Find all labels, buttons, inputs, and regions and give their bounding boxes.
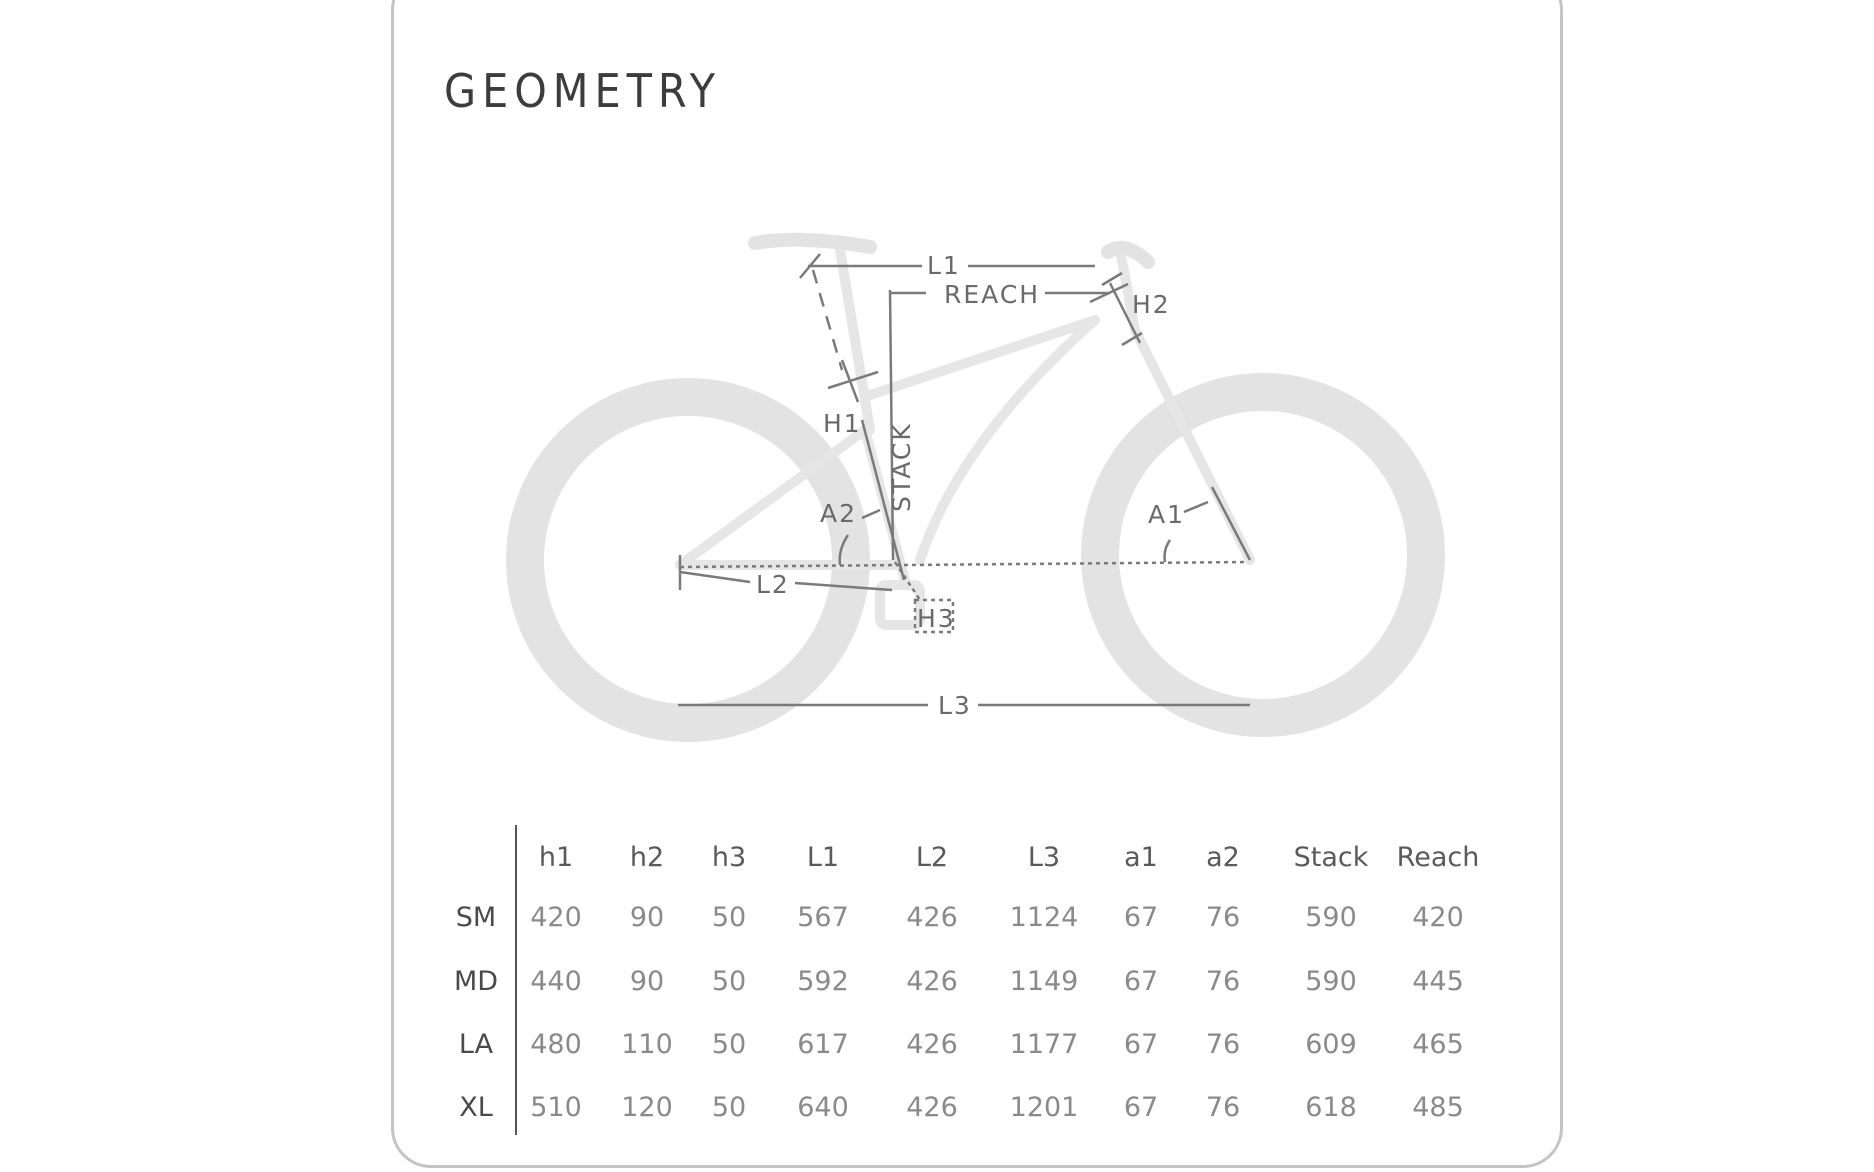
table-cell: 1124 [1009, 902, 1079, 933]
table-cell: 510 [530, 1092, 582, 1123]
table-cell: 76 [1205, 1092, 1241, 1123]
table-cell: 590 [1305, 966, 1357, 997]
table-column-header: Reach [1396, 842, 1480, 873]
table-column-header: L1 [806, 842, 840, 873]
table-cell: 50 [711, 902, 747, 933]
table-cell: 50 [711, 1092, 747, 1123]
table-cell: 67 [1123, 966, 1159, 997]
table-cell: 76 [1205, 966, 1241, 997]
label-reach: REACH [944, 280, 1041, 309]
label-a1: A1 [1148, 500, 1186, 529]
table-cell: 480 [530, 1029, 582, 1060]
table-cell: 90 [629, 966, 665, 997]
table-row-label: XL [459, 1092, 493, 1123]
table-cell: 1149 [1009, 966, 1079, 997]
table-cell: 1177 [1009, 1029, 1079, 1060]
table-cell: 76 [1205, 1029, 1241, 1060]
table-cell: 50 [711, 1029, 747, 1060]
label-a2: A2 [820, 499, 858, 528]
handlebar [1108, 248, 1148, 262]
table-column-header: h2 [629, 842, 665, 873]
table-cell: 120 [621, 1092, 673, 1123]
saddle [755, 240, 870, 247]
label-l2: L2 [756, 570, 790, 599]
table-cell: 609 [1305, 1029, 1357, 1060]
page-title: GEOMETRY [444, 64, 721, 118]
table-cell: 426 [906, 902, 958, 933]
table-cell: 567 [797, 902, 849, 933]
label-h1: H1 [823, 409, 862, 438]
table-column-header: a1 [1124, 842, 1158, 873]
table-cell: 592 [797, 966, 849, 997]
front-wheel [1100, 392, 1426, 718]
table-cell: 485 [1412, 1092, 1464, 1123]
table-column-header: L3 [1027, 842, 1061, 873]
table-cell: 50 [711, 966, 747, 997]
table-cell: 465 [1412, 1029, 1464, 1060]
table-cell: 76 [1205, 902, 1241, 933]
table-cell: 445 [1412, 966, 1464, 997]
label-l3: L3 [938, 691, 972, 720]
table-cell: 110 [621, 1029, 673, 1060]
table-row-label: MD [453, 966, 499, 997]
table-cell: 426 [906, 1029, 958, 1060]
table-cell: 618 [1305, 1092, 1357, 1123]
table-cell: 90 [629, 902, 665, 933]
table-column-header: Stack [1293, 842, 1369, 873]
table-row-label: LA [458, 1029, 494, 1060]
table-cell: 67 [1123, 1029, 1159, 1060]
table-cell: 420 [530, 902, 582, 933]
table-column-header: L2 [915, 842, 949, 873]
label-stack: STACK [887, 422, 916, 512]
table-cell: 67 [1123, 1092, 1159, 1123]
table-cell: 1201 [1009, 1092, 1079, 1123]
table-cell: 617 [797, 1029, 849, 1060]
table-cell: 590 [1305, 902, 1357, 933]
table-cell: 426 [906, 1092, 958, 1123]
table-column-header: h3 [711, 842, 747, 873]
table-cell: 426 [906, 966, 958, 997]
label-l1: L1 [927, 251, 961, 280]
table-row-label: SM [455, 902, 497, 933]
table-cell: 440 [530, 966, 582, 997]
table-row-header-divider [515, 825, 517, 1135]
label-h3: H3 [917, 604, 956, 633]
table-cell: 67 [1123, 902, 1159, 933]
table-cell: 420 [1412, 902, 1464, 933]
table-column-header: h1 [538, 842, 574, 873]
label-h2: H2 [1132, 290, 1171, 319]
table-column-header: a2 [1206, 842, 1240, 873]
dimension-lines [678, 254, 1250, 705]
table-cell: 640 [797, 1092, 849, 1123]
